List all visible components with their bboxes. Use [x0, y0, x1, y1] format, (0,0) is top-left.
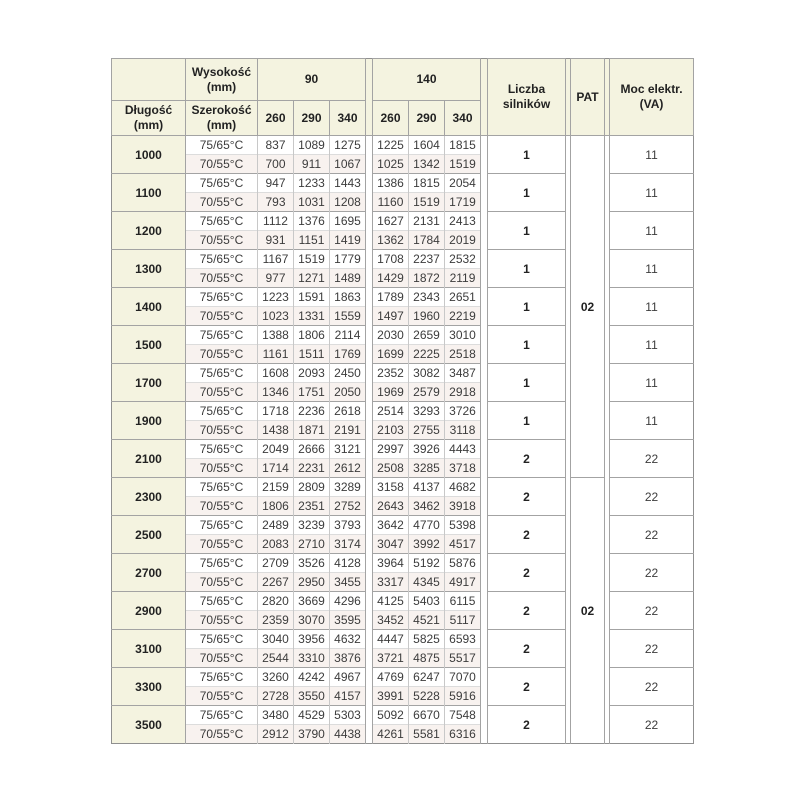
value-cell: 977	[258, 269, 294, 288]
value-cell: 2119	[445, 269, 481, 288]
motors-count-cell: 1	[488, 250, 566, 288]
value-cell: 6670	[409, 706, 445, 725]
value-cell: 911	[294, 155, 330, 174]
length-cell: 1300	[112, 250, 186, 288]
temp-label-cell: 75/65°C	[186, 174, 258, 193]
temp-label-cell: 70/55°C	[186, 535, 258, 554]
value-cell: 2728	[258, 687, 294, 706]
value-cell: 1815	[445, 136, 481, 155]
value-cell: 4157	[330, 687, 366, 706]
value-cell: 2752	[330, 497, 366, 516]
value-cell: 3718	[445, 459, 481, 478]
value-cell: 3310	[294, 649, 330, 668]
value-cell: 1362	[373, 231, 409, 250]
value-cell: 1872	[409, 269, 445, 288]
value-cell: 3040	[258, 630, 294, 649]
length-cell: 1500	[112, 326, 186, 364]
value-cell: 2191	[330, 421, 366, 440]
col-header-szerokosc: Szerokość (mm)	[186, 101, 258, 136]
value-cell: 1271	[294, 269, 330, 288]
temp-label-cell: 75/65°C	[186, 364, 258, 383]
temp-label-cell: 70/55°C	[186, 611, 258, 630]
col-header-width: 260	[373, 101, 409, 136]
temp-label-cell: 70/55°C	[186, 497, 258, 516]
motors-count-cell: 2	[488, 630, 566, 668]
temp-label-cell: 75/65°C	[186, 326, 258, 345]
value-cell: 4128	[330, 554, 366, 573]
value-cell: 7070	[445, 668, 481, 687]
value-cell: 2352	[373, 364, 409, 383]
value-cell: 2710	[294, 535, 330, 554]
value-cell: 1519	[409, 193, 445, 212]
value-cell: 5581	[409, 725, 445, 744]
value-cell: 2231	[294, 459, 330, 478]
power-cell: 11	[610, 136, 694, 174]
value-cell: 3121	[330, 440, 366, 459]
value-cell: 1497	[373, 307, 409, 326]
col-header-wysokosc: Wysokość (mm)	[186, 59, 258, 101]
motors-count-cell: 1	[488, 288, 566, 326]
value-cell: 2912	[258, 725, 294, 744]
value-cell: 2532	[445, 250, 481, 269]
header-gap	[366, 59, 373, 136]
temp-label-cell: 70/55°C	[186, 345, 258, 364]
value-cell: 2050	[330, 383, 366, 402]
value-cell: 2709	[258, 554, 294, 573]
temp-label-cell: 75/65°C	[186, 288, 258, 307]
value-cell: 3669	[294, 592, 330, 611]
value-cell: 4517	[445, 535, 481, 554]
length-cell: 1200	[112, 212, 186, 250]
value-cell: 3455	[330, 573, 366, 592]
value-cell: 1960	[409, 307, 445, 326]
value-cell: 4529	[294, 706, 330, 725]
value-cell: 1511	[294, 345, 330, 364]
col-header-width: 290	[294, 101, 330, 136]
col-header-width: 290	[409, 101, 445, 136]
value-cell: 3790	[294, 725, 330, 744]
value-cell: 1023	[258, 307, 294, 326]
value-cell: 5303	[330, 706, 366, 725]
length-cell: 3300	[112, 668, 186, 706]
temp-label-cell: 75/65°C	[186, 630, 258, 649]
temp-label-cell: 75/65°C	[186, 136, 258, 155]
value-cell: 3964	[373, 554, 409, 573]
group-gap	[366, 136, 373, 744]
value-cell: 2997	[373, 440, 409, 459]
power-cell: 22	[610, 440, 694, 478]
motors-count-cell: 2	[488, 668, 566, 706]
value-cell: 2508	[373, 459, 409, 478]
value-cell: 3550	[294, 687, 330, 706]
value-cell: 2225	[409, 345, 445, 364]
value-cell: 3070	[294, 611, 330, 630]
value-cell: 1695	[330, 212, 366, 231]
value-cell: 4242	[294, 668, 330, 687]
pat-cell: 02	[571, 478, 605, 744]
value-cell: 1779	[330, 250, 366, 269]
value-cell: 2755	[409, 421, 445, 440]
value-cell: 2359	[258, 611, 294, 630]
group-gap	[481, 136, 488, 744]
value-cell: 1167	[258, 250, 294, 269]
value-cell: 3239	[294, 516, 330, 535]
value-cell: 2579	[409, 383, 445, 402]
value-cell: 5517	[445, 649, 481, 668]
value-cell: 1388	[258, 326, 294, 345]
value-cell: 1627	[373, 212, 409, 231]
value-cell: 3721	[373, 649, 409, 668]
value-cell: 3047	[373, 535, 409, 554]
value-cell: 4345	[409, 573, 445, 592]
value-cell: 2544	[258, 649, 294, 668]
value-cell: 1160	[373, 193, 409, 212]
value-cell: 2659	[409, 326, 445, 345]
value-cell: 4261	[373, 725, 409, 744]
value-cell: 5228	[409, 687, 445, 706]
value-cell: 4443	[445, 440, 481, 459]
value-cell: 3726	[445, 402, 481, 421]
value-cell: 3918	[445, 497, 481, 516]
value-cell: 1708	[373, 250, 409, 269]
temp-label-cell: 70/55°C	[186, 725, 258, 744]
value-cell: 4769	[373, 668, 409, 687]
length-cell: 2100	[112, 440, 186, 478]
motors-count-cell: 1	[488, 212, 566, 250]
temp-label-cell: 70/55°C	[186, 307, 258, 326]
value-cell: 2489	[258, 516, 294, 535]
value-cell: 2413	[445, 212, 481, 231]
temp-label-cell: 70/55°C	[186, 649, 258, 668]
value-cell: 5192	[409, 554, 445, 573]
value-cell: 1208	[330, 193, 366, 212]
motors-count-cell: 2	[488, 554, 566, 592]
power-cell: 22	[610, 706, 694, 744]
value-cell: 1376	[294, 212, 330, 231]
corner-cell	[112, 59, 186, 101]
value-cell: 4875	[409, 649, 445, 668]
power-cell: 22	[610, 668, 694, 706]
value-cell: 3285	[409, 459, 445, 478]
value-cell: 6593	[445, 630, 481, 649]
length-cell: 1100	[112, 174, 186, 212]
temp-label-cell: 70/55°C	[186, 459, 258, 478]
power-cell: 11	[610, 250, 694, 288]
length-cell: 2300	[112, 478, 186, 516]
temp-label-cell: 70/55°C	[186, 687, 258, 706]
value-cell: 4125	[373, 592, 409, 611]
value-cell: 2131	[409, 212, 445, 231]
value-cell: 1784	[409, 231, 445, 250]
temp-label-cell: 75/65°C	[186, 516, 258, 535]
value-cell: 837	[258, 136, 294, 155]
temp-label-cell: 75/65°C	[186, 250, 258, 269]
value-cell: 3118	[445, 421, 481, 440]
temp-label-cell: 70/55°C	[186, 155, 258, 174]
value-cell: 2093	[294, 364, 330, 383]
temp-label-cell: 70/55°C	[186, 269, 258, 288]
col-header-width: 340	[445, 101, 481, 136]
value-cell: 4682	[445, 478, 481, 497]
value-cell: 2054	[445, 174, 481, 193]
value-cell: 2643	[373, 497, 409, 516]
value-cell: 3174	[330, 535, 366, 554]
value-cell: 2103	[373, 421, 409, 440]
value-cell: 1429	[373, 269, 409, 288]
value-cell: 3487	[445, 364, 481, 383]
col-header-width: 260	[258, 101, 294, 136]
value-cell: 3082	[409, 364, 445, 383]
value-cell: 1519	[294, 250, 330, 269]
value-cell: 5403	[409, 592, 445, 611]
value-cell: 1718	[258, 402, 294, 421]
length-cell: 2500	[112, 516, 186, 554]
temp-label-cell: 75/65°C	[186, 592, 258, 611]
value-cell: 2514	[373, 402, 409, 421]
value-cell: 3992	[409, 535, 445, 554]
value-cell: 4632	[330, 630, 366, 649]
value-cell: 1591	[294, 288, 330, 307]
col-header-width: 340	[330, 101, 366, 136]
value-cell: 947	[258, 174, 294, 193]
motors-count-cell: 1	[488, 174, 566, 212]
value-cell: 3158	[373, 478, 409, 497]
value-cell: 1969	[373, 383, 409, 402]
value-cell: 2083	[258, 535, 294, 554]
motors-count-cell: 2	[488, 440, 566, 478]
value-cell: 5916	[445, 687, 481, 706]
power-cell: 22	[610, 554, 694, 592]
value-cell: 1714	[258, 459, 294, 478]
value-cell: 1331	[294, 307, 330, 326]
value-cell: 4447	[373, 630, 409, 649]
value-cell: 1112	[258, 212, 294, 231]
motors-count-cell: 1	[488, 136, 566, 174]
value-cell: 4296	[330, 592, 366, 611]
value-cell: 4917	[445, 573, 481, 592]
value-cell: 6316	[445, 725, 481, 744]
radiator-spec-table	[111, 58, 694, 744]
value-cell: 2518	[445, 345, 481, 364]
value-cell: 1806	[258, 497, 294, 516]
length-cell: 1000	[112, 136, 186, 174]
value-cell: 2049	[258, 440, 294, 459]
power-cell: 11	[610, 288, 694, 326]
value-cell: 3595	[330, 611, 366, 630]
value-cell: 2651	[445, 288, 481, 307]
value-cell: 6247	[409, 668, 445, 687]
value-cell: 2267	[258, 573, 294, 592]
value-cell: 1151	[294, 231, 330, 250]
temp-label-cell: 75/65°C	[186, 668, 258, 687]
value-cell: 1871	[294, 421, 330, 440]
value-cell: 1419	[330, 231, 366, 250]
value-cell: 3480	[258, 706, 294, 725]
value-cell: 1604	[409, 136, 445, 155]
col-group-140: 140	[373, 59, 481, 101]
value-cell: 1519	[445, 155, 481, 174]
value-cell: 3010	[445, 326, 481, 345]
value-cell: 3293	[409, 402, 445, 421]
value-cell: 3317	[373, 573, 409, 592]
col-group-90: 90	[258, 59, 366, 101]
value-cell: 5876	[445, 554, 481, 573]
power-cell: 11	[610, 364, 694, 402]
value-cell: 6115	[445, 592, 481, 611]
value-cell: 1443	[330, 174, 366, 193]
value-cell: 2236	[294, 402, 330, 421]
length-cell: 3100	[112, 630, 186, 668]
value-cell: 3926	[409, 440, 445, 459]
temp-label-cell: 75/65°C	[186, 212, 258, 231]
value-cell: 1386	[373, 174, 409, 193]
value-cell: 1608	[258, 364, 294, 383]
value-cell: 2019	[445, 231, 481, 250]
power-cell: 11	[610, 174, 694, 212]
value-cell: 2612	[330, 459, 366, 478]
value-cell: 1815	[409, 174, 445, 193]
length-cell: 1700	[112, 364, 186, 402]
value-cell: 1489	[330, 269, 366, 288]
power-cell: 22	[610, 478, 694, 516]
col-header-liczba-silnikow: Liczba silników	[488, 59, 566, 136]
value-cell: 3793	[330, 516, 366, 535]
value-cell: 1025	[373, 155, 409, 174]
temp-label-cell: 70/55°C	[186, 231, 258, 250]
value-cell: 1089	[294, 136, 330, 155]
length-cell: 2900	[112, 592, 186, 630]
motors-count-cell: 2	[488, 706, 566, 744]
power-cell: 22	[610, 630, 694, 668]
value-cell: 793	[258, 193, 294, 212]
pat-cell: 02	[571, 136, 605, 478]
temp-label-cell: 70/55°C	[186, 421, 258, 440]
value-cell: 4438	[330, 725, 366, 744]
motors-count-cell: 2	[488, 516, 566, 554]
motors-count-cell: 2	[488, 592, 566, 630]
value-cell: 931	[258, 231, 294, 250]
value-cell: 3452	[373, 611, 409, 630]
value-cell: 4967	[330, 668, 366, 687]
value-cell: 2237	[409, 250, 445, 269]
value-cell: 3462	[409, 497, 445, 516]
value-cell: 5825	[409, 630, 445, 649]
temp-label-cell: 70/55°C	[186, 193, 258, 212]
motors-count-cell: 1	[488, 364, 566, 402]
value-cell: 1559	[330, 307, 366, 326]
value-cell: 2918	[445, 383, 481, 402]
value-cell: 2666	[294, 440, 330, 459]
value-cell: 1031	[294, 193, 330, 212]
length-cell: 3500	[112, 706, 186, 744]
col-header-pat: PAT	[571, 59, 605, 136]
temp-label-cell: 75/65°C	[186, 478, 258, 497]
value-cell: 1699	[373, 345, 409, 364]
value-cell: 700	[258, 155, 294, 174]
value-cell: 3260	[258, 668, 294, 687]
value-cell: 2351	[294, 497, 330, 516]
temp-label-cell: 75/65°C	[186, 402, 258, 421]
value-cell: 1161	[258, 345, 294, 364]
temp-label-cell: 75/65°C	[186, 554, 258, 573]
power-cell: 22	[610, 592, 694, 630]
value-cell: 4137	[409, 478, 445, 497]
spec-table-container	[111, 58, 694, 744]
value-cell: 3289	[330, 478, 366, 497]
length-cell: 1900	[112, 402, 186, 440]
value-cell: 5117	[445, 611, 481, 630]
value-cell: 1233	[294, 174, 330, 193]
motors-count-cell: 2	[488, 478, 566, 516]
value-cell: 1769	[330, 345, 366, 364]
value-cell: 4770	[409, 516, 445, 535]
value-cell: 2030	[373, 326, 409, 345]
value-cell: 7548	[445, 706, 481, 725]
value-cell: 1342	[409, 155, 445, 174]
col-header-moc-elektr: Moc elektr. (VA)	[610, 59, 694, 136]
value-cell: 1806	[294, 326, 330, 345]
value-cell: 2219	[445, 307, 481, 326]
header-gap	[481, 59, 488, 136]
temp-label-cell: 70/55°C	[186, 383, 258, 402]
table-body	[112, 136, 694, 744]
value-cell: 2159	[258, 478, 294, 497]
value-cell: 1789	[373, 288, 409, 307]
temp-label-cell: 70/55°C	[186, 573, 258, 592]
value-cell: 3956	[294, 630, 330, 649]
temp-label-cell: 75/65°C	[186, 706, 258, 725]
value-cell: 5092	[373, 706, 409, 725]
value-cell: 2809	[294, 478, 330, 497]
value-cell: 3642	[373, 516, 409, 535]
value-cell: 1067	[330, 155, 366, 174]
value-cell: 2343	[409, 288, 445, 307]
value-cell: 3876	[330, 649, 366, 668]
motors-count-cell: 1	[488, 402, 566, 440]
value-cell: 1223	[258, 288, 294, 307]
value-cell: 3991	[373, 687, 409, 706]
value-cell: 1863	[330, 288, 366, 307]
table-row	[112, 136, 694, 155]
value-cell: 2114	[330, 326, 366, 345]
value-cell: 1719	[445, 193, 481, 212]
value-cell: 2450	[330, 364, 366, 383]
value-cell: 1275	[330, 136, 366, 155]
col-header-dlugosc: Długość (mm)	[112, 101, 186, 136]
value-cell: 2618	[330, 402, 366, 421]
length-cell: 1400	[112, 288, 186, 326]
length-cell: 2700	[112, 554, 186, 592]
value-cell: 4521	[409, 611, 445, 630]
value-cell: 1751	[294, 383, 330, 402]
value-cell: 1346	[258, 383, 294, 402]
power-cell: 11	[610, 402, 694, 440]
power-cell: 11	[610, 326, 694, 364]
value-cell: 2820	[258, 592, 294, 611]
power-cell: 11	[610, 212, 694, 250]
motors-count-cell: 1	[488, 326, 566, 364]
value-cell: 1225	[373, 136, 409, 155]
value-cell: 5398	[445, 516, 481, 535]
value-cell: 2950	[294, 573, 330, 592]
temp-label-cell: 75/65°C	[186, 440, 258, 459]
value-cell: 3526	[294, 554, 330, 573]
value-cell: 1438	[258, 421, 294, 440]
power-cell: 22	[610, 516, 694, 554]
